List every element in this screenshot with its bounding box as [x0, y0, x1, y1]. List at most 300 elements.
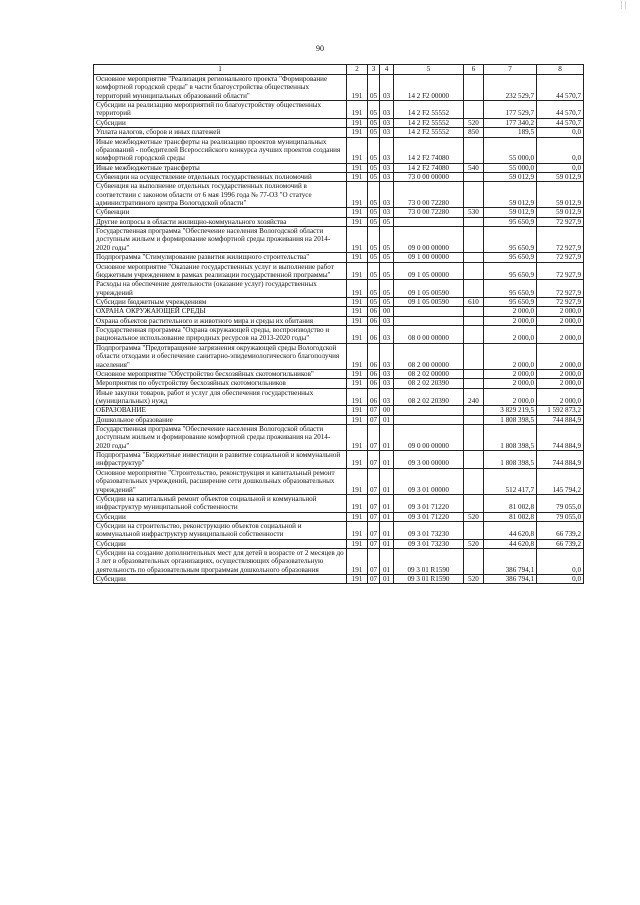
ministry-code-cell: 191 — [347, 217, 368, 226]
expense-type-cell — [464, 182, 484, 208]
target-article-cell: 14 2 F2 00000 — [394, 75, 464, 101]
amount-year2-cell: 0,0 — [537, 575, 584, 584]
expense-type-cell — [464, 451, 484, 469]
expense-type-cell: 540 — [464, 163, 484, 172]
subsection-cell: 03 — [380, 137, 394, 163]
table-header-row — [94, 65, 584, 75]
table-row — [94, 253, 584, 262]
section-cell: 07 — [368, 549, 380, 575]
amount-year2-cell: 744 884,9 — [537, 451, 584, 469]
amount-year1-cell: 55 000,0 — [484, 163, 537, 172]
subsection-cell: 03 — [380, 379, 394, 388]
table-row — [94, 217, 584, 226]
target-article-cell — [394, 406, 464, 415]
row-name-cell: Субвенция на выполнение отдельных государственных полномочий в соответствии с законом области от 6 мая 1996 года № 77-ОЗ "О статусе административного центра Вологодской области" — [94, 182, 347, 208]
amount-year1-cell: 189,5 — [484, 128, 537, 137]
amount-year2-cell: 72 927,9 — [537, 253, 584, 262]
target-article-cell: 73 0 00 72280 — [394, 182, 464, 208]
target-article-cell: 08 2 02 20390 — [394, 388, 464, 406]
target-article-cell: 09 1 00 00000 — [394, 253, 464, 262]
ministry-code-cell: 191 — [347, 388, 368, 406]
amount-year2-cell: 145 794,2 — [537, 468, 584, 494]
expense-type-cell — [464, 494, 484, 512]
expense-type-cell — [464, 415, 484, 424]
target-article-cell: 09 3 01 73230 — [394, 521, 464, 539]
amount-year1-cell: 3 829 219,5 — [484, 406, 537, 415]
row-name-cell: Расходы на обеспечение деятельности (оказание услуг) государственных учреждений — [94, 280, 347, 298]
subsection-cell: 03 — [380, 118, 394, 127]
row-name-cell: Государственная программа "Обеспечение населения Вологодской области доступным жильем и формирование комфортной среды проживания на 2014-2020 годы" — [94, 227, 347, 253]
amount-year1-cell: 95 650,9 — [484, 227, 537, 253]
target-article-cell — [394, 307, 464, 316]
row-name-cell: ОБРАЗОВАНИЕ — [94, 406, 347, 415]
section-cell: 05 — [368, 227, 380, 253]
subsection-cell: 05 — [380, 297, 394, 306]
table-row — [94, 343, 584, 369]
subsection-cell: 03 — [380, 182, 394, 208]
amount-year2-cell: 2 000,0 — [537, 388, 584, 406]
subsection-cell: 03 — [380, 343, 394, 369]
expense-type-cell — [464, 262, 484, 280]
target-article-cell: 09 1 05 00590 — [394, 297, 464, 306]
row-name-cell: Субсидии — [94, 575, 347, 584]
amount-year1-cell: 55 000,0 — [484, 137, 537, 163]
target-article-cell: 09 1 05 00000 — [394, 262, 464, 280]
expense-type-cell — [464, 326, 484, 344]
table-row — [94, 316, 584, 325]
amount-year1-cell: 2 000,0 — [484, 343, 537, 369]
amount-year2-cell: 59 012,9 — [537, 208, 584, 217]
row-name-cell: Дошкольное образование — [94, 415, 347, 424]
table-row — [94, 468, 584, 494]
expense-type-cell — [464, 406, 484, 415]
subsection-cell: 00 — [380, 307, 394, 316]
ministry-code-cell: 191 — [347, 307, 368, 316]
expense-type-cell: 530 — [464, 208, 484, 217]
ministry-code-cell: 191 — [347, 75, 368, 101]
expense-type-cell: 520 — [464, 118, 484, 127]
target-article-cell: 09 0 00 00000 — [394, 227, 464, 253]
row-name-cell: Субсидии бюджетным учреждениям — [94, 297, 347, 306]
row-name-cell: Подпрограмма "Стимулирование развития жилищного строительства" — [94, 253, 347, 262]
amount-year1-cell: 386 794,1 — [484, 549, 537, 575]
table-row — [94, 262, 584, 280]
section-cell: 05 — [368, 128, 380, 137]
amount-year1-cell: 95 650,9 — [484, 280, 537, 298]
target-article-cell — [394, 217, 464, 226]
ministry-code-cell: 191 — [347, 297, 368, 306]
header-cell: 5 — [394, 65, 464, 75]
subsection-cell: 03 — [380, 316, 394, 325]
row-name-cell: Субсидии на строительство, реконструкцию объектов социальной и коммунальной инфраструктур муниципальной собственности — [94, 521, 347, 539]
subsection-cell: 03 — [380, 326, 394, 344]
ministry-code-cell: 191 — [347, 208, 368, 217]
row-name-cell: Субвенции на осуществление отдельных государственных полномочий — [94, 172, 347, 181]
amount-year2-cell: 744 884,9 — [537, 415, 584, 424]
section-cell: 06 — [368, 343, 380, 369]
amount-year2-cell: 2 000,0 — [537, 316, 584, 325]
section-cell: 05 — [368, 101, 380, 119]
subsection-cell: 03 — [380, 388, 394, 406]
section-cell: 05 — [368, 163, 380, 172]
amount-year2-cell: 2 000,0 — [537, 369, 584, 378]
amount-year2-cell: 66 739,2 — [537, 539, 584, 548]
ministry-code-cell: 191 — [347, 539, 368, 548]
amount-year2-cell: 2 000,0 — [537, 379, 584, 388]
table-row — [94, 379, 584, 388]
row-name-cell: Субсидии — [94, 539, 347, 548]
amount-year2-cell: 66 739,2 — [537, 521, 584, 539]
target-article-cell: 09 3 00 00000 — [394, 451, 464, 469]
amount-year2-cell: 72 927,9 — [537, 297, 584, 306]
amount-year2-cell: 44 570,7 — [537, 101, 584, 119]
amount-year1-cell: 2 000,0 — [484, 379, 537, 388]
amount-year1-cell: 512 417,7 — [484, 468, 537, 494]
row-name-cell: Иные межбюджетные трансферты на реализацию проектов муниципальных образований - победителей Всероссийского конкурса лучших проектов создания комфортной городской среды — [94, 137, 347, 163]
table-row — [94, 297, 584, 306]
row-name-cell: Субсидии на капитальный ремонт объектов социальной и коммунальной инфраструктур муниципальной собственности — [94, 494, 347, 512]
target-article-cell: 09 3 01 R1590 — [394, 549, 464, 575]
subsection-cell: 01 — [380, 539, 394, 548]
ministry-code-cell: 191 — [347, 253, 368, 262]
section-cell: 05 — [368, 217, 380, 226]
section-cell: 05 — [368, 262, 380, 280]
target-article-cell: 09 3 01 71220 — [394, 494, 464, 512]
ministry-code-cell: 191 — [347, 137, 368, 163]
amount-year1-cell: 177 340,2 — [484, 118, 537, 127]
amount-year1-cell: 59 012,9 — [484, 208, 537, 217]
amount-year2-cell: 72 927,9 — [537, 217, 584, 226]
target-article-cell — [394, 316, 464, 325]
ministry-code-cell: 191 — [347, 415, 368, 424]
row-name-cell: Иные межбюджетные трансферты — [94, 163, 347, 172]
section-cell: 07 — [368, 415, 380, 424]
row-name-cell: Подпрограмма "Предотвращение загрязнения окружающей среды Вологодской области отходами и обеспечение санитарно-эпидемиологического благополучия населения" — [94, 343, 347, 369]
amount-year2-cell: 79 055,0 — [537, 494, 584, 512]
target-article-cell: 09 3 01 71220 — [394, 512, 464, 521]
target-article-cell: 09 3 01 R1590 — [394, 575, 464, 584]
section-cell: 07 — [368, 539, 380, 548]
subsection-cell: 01 — [380, 549, 394, 575]
header-cell: 1 — [94, 65, 347, 75]
target-article-cell: 08 2 00 00000 — [394, 343, 464, 369]
amount-year1-cell: 95 650,9 — [484, 262, 537, 280]
subsection-cell: 05 — [380, 262, 394, 280]
amount-year1-cell: 1 808 398,5 — [484, 415, 537, 424]
subsection-cell: 05 — [380, 253, 394, 262]
row-name-cell: ОХРАНА ОКРУЖАЮЩЕЙ СРЕДЫ — [94, 307, 347, 316]
ministry-code-cell: 191 — [347, 379, 368, 388]
ministry-code-cell: 191 — [347, 575, 368, 584]
target-article-cell: 09 3 01 73230 — [394, 539, 464, 548]
table-row — [94, 163, 584, 172]
amount-year2-cell: 59 012,9 — [537, 172, 584, 181]
table-row — [94, 415, 584, 424]
section-cell: 05 — [368, 182, 380, 208]
amount-year1-cell: 95 650,9 — [484, 217, 537, 226]
header-cell: 3 — [368, 65, 380, 75]
table-row — [94, 575, 584, 584]
row-name-cell: Охрана объектов растительного и животного мира и среды их обитания — [94, 316, 347, 325]
header-cell: 7 — [484, 65, 537, 75]
amount-year2-cell: 72 927,9 — [537, 262, 584, 280]
subsection-cell: 01 — [380, 494, 394, 512]
amount-year2-cell: 44 570,7 — [537, 118, 584, 127]
ministry-code-cell: 191 — [347, 451, 368, 469]
row-name-cell: Субсидии на реализацию мероприятий по благоустройству общественных территорий — [94, 101, 347, 119]
table-row — [94, 388, 584, 406]
expense-type-cell — [464, 369, 484, 378]
row-name-cell: Субсидии на создание дополнительных мест для детей в возрасте от 2 месяцев до 3 лет в образовательных организациях, осуществляющих образовательную деятельность по образовательным программам дошкольного образования — [94, 549, 347, 575]
expense-type-cell — [464, 280, 484, 298]
expense-type-cell — [464, 549, 484, 575]
table-row — [94, 128, 584, 137]
section-cell: 05 — [368, 75, 380, 101]
ministry-code-cell: 191 — [347, 163, 368, 172]
amount-year1-cell: 44 620,8 — [484, 539, 537, 548]
target-article-cell: 73 0 00 00000 — [394, 172, 464, 181]
table-row — [94, 451, 584, 469]
expense-type-cell — [464, 217, 484, 226]
ministry-code-cell: 191 — [347, 101, 368, 119]
amount-year2-cell: 72 927,9 — [537, 280, 584, 298]
table-row — [94, 425, 584, 451]
table-row — [94, 494, 584, 512]
expense-type-cell — [464, 307, 484, 316]
section-cell: 07 — [368, 406, 380, 415]
amount-year2-cell: 72 927,9 — [537, 227, 584, 253]
target-article-cell: 08 2 02 20390 — [394, 379, 464, 388]
budget-table — [93, 64, 584, 584]
table-row — [94, 182, 584, 208]
section-cell: 05 — [368, 137, 380, 163]
subsection-cell: 05 — [380, 217, 394, 226]
section-cell: 07 — [368, 521, 380, 539]
ministry-code-cell: 191 — [347, 128, 368, 137]
subsection-cell: 05 — [380, 227, 394, 253]
table-row — [94, 137, 584, 163]
amount-year2-cell: 0,0 — [537, 128, 584, 137]
section-cell: 07 — [368, 575, 380, 584]
section-cell: 06 — [368, 379, 380, 388]
ministry-code-cell: 191 — [347, 406, 368, 415]
amount-year1-cell: 2 000,0 — [484, 326, 537, 344]
row-name-cell: Субсидии — [94, 512, 347, 521]
amount-year1-cell: 232 529,7 — [484, 75, 537, 101]
expense-type-cell — [464, 379, 484, 388]
section-cell: 05 — [368, 208, 380, 217]
page-number: 90 — [316, 44, 324, 53]
table-row — [94, 326, 584, 344]
amount-year1-cell: 2 000,0 — [484, 307, 537, 316]
section-cell: 05 — [368, 297, 380, 306]
target-article-cell: 73 0 00 72280 — [394, 208, 464, 217]
header-cell: 4 — [380, 65, 394, 75]
amount-year1-cell: 59 012,9 — [484, 172, 537, 181]
ministry-code-cell: 191 — [347, 118, 368, 127]
expense-type-cell: 850 — [464, 128, 484, 137]
section-cell: 06 — [368, 316, 380, 325]
subsection-cell: 03 — [380, 163, 394, 172]
row-name-cell: Основное мероприятие "Оказание государственных услуг и выполнение работ бюджетным учреждением в рамках реализации государственной программы" — [94, 262, 347, 280]
target-article-cell — [394, 415, 464, 424]
section-cell: 07 — [368, 425, 380, 451]
subsection-cell: 01 — [380, 451, 394, 469]
amount-year1-cell: 2 000,0 — [484, 316, 537, 325]
ministry-code-cell: 191 — [347, 468, 368, 494]
row-name-cell: Основное мероприятие "Реализация регионального проекта "Формирование комфортной городской среды" в части благоустройства общественных территорий муниципальных образований области" — [94, 75, 347, 101]
target-article-cell: 09 1 05 00590 — [394, 280, 464, 298]
amount-year1-cell: 386 794,1 — [484, 575, 537, 584]
ministry-code-cell: 191 — [347, 521, 368, 539]
table-row — [94, 307, 584, 316]
subsection-cell: 03 — [380, 172, 394, 181]
ministry-code-cell: 191 — [347, 326, 368, 344]
row-name-cell: Основное мероприятие "Строительство, реконструкция и капитальный ремонт образовательных учреждений, расширение сети дошкольных образовательных учреждений" — [94, 468, 347, 494]
expense-type-cell — [464, 253, 484, 262]
row-name-cell: Иные закупки товаров, работ и услуг для обеспечения государственных (муниципальных) нужд — [94, 388, 347, 406]
target-article-cell: 14 2 F2 55552 — [394, 118, 464, 127]
table-row — [94, 406, 584, 415]
amount-year2-cell: 59 012,9 — [537, 182, 584, 208]
amount-year1-cell: 1 808 398,5 — [484, 425, 537, 451]
subsection-cell: 01 — [380, 468, 394, 494]
section-cell: 05 — [368, 253, 380, 262]
table-row — [94, 512, 584, 521]
section-cell: 05 — [368, 280, 380, 298]
row-name-cell: Мероприятия по обустройству бесхозяйных скотомогильников — [94, 379, 347, 388]
amount-year2-cell: 79 055,0 — [537, 512, 584, 521]
target-article-cell: 14 2 F2 74080 — [394, 163, 464, 172]
expense-type-cell — [464, 172, 484, 181]
row-name-cell: Основное мероприятие "Обустройство бесхозяйных скотомогильников" — [94, 369, 347, 378]
ministry-code-cell: 191 — [347, 425, 368, 451]
expense-type-cell — [464, 227, 484, 253]
ministry-code-cell: 191 — [347, 369, 368, 378]
amount-year2-cell: 2 000,0 — [537, 326, 584, 344]
subsection-cell: 03 — [380, 369, 394, 378]
expense-type-cell: 520 — [464, 575, 484, 584]
subsection-cell: 01 — [380, 425, 394, 451]
amount-year2-cell: 0,0 — [537, 163, 584, 172]
amount-year1-cell: 95 650,9 — [484, 297, 537, 306]
ministry-code-cell: 191 — [347, 182, 368, 208]
target-article-cell: 08 2 02 00000 — [394, 369, 464, 378]
ministry-code-cell: 191 — [347, 172, 368, 181]
amount-year2-cell: 44 570,7 — [537, 75, 584, 101]
row-name-cell: Государственная программа "Обеспечение населения Вологодской области доступным жильем и формирование комфортной среды проживания на 2014-2020 годы" — [94, 425, 347, 451]
table-row — [94, 118, 584, 127]
amount-year1-cell: 59 012,9 — [484, 182, 537, 208]
subsection-cell: 03 — [380, 101, 394, 119]
expense-type-cell — [464, 137, 484, 163]
row-name-cell: Подпрограмма "Бюджетные инвестиции в развитие социальной и коммунальной инфраструктур" — [94, 451, 347, 469]
subsection-cell: 03 — [380, 128, 394, 137]
table-row — [94, 549, 584, 575]
target-article-cell: 14 2 F2 55552 — [394, 101, 464, 119]
amount-year1-cell: 44 620,8 — [484, 521, 537, 539]
target-article-cell: 09 3 01 00000 — [394, 468, 464, 494]
amount-year1-cell: 2 000,0 — [484, 369, 537, 378]
ministry-code-cell: 191 — [347, 512, 368, 521]
section-cell: 05 — [368, 118, 380, 127]
table-row — [94, 227, 584, 253]
amount-year1-cell: 1 808 398,5 — [484, 451, 537, 469]
header-cell: 6 — [464, 65, 484, 75]
ministry-code-cell: 191 — [347, 262, 368, 280]
expense-type-cell — [464, 343, 484, 369]
expense-type-cell — [464, 521, 484, 539]
subsection-cell: 05 — [380, 280, 394, 298]
amount-year1-cell: 177 529,7 — [484, 101, 537, 119]
expense-type-cell — [464, 101, 484, 119]
section-cell: 06 — [368, 326, 380, 344]
expense-type-cell: 520 — [464, 539, 484, 548]
amount-year2-cell: 0,0 — [537, 549, 584, 575]
header-cell: 8 — [537, 65, 584, 75]
section-cell: 07 — [368, 494, 380, 512]
expense-type-cell — [464, 468, 484, 494]
ministry-code-cell: 191 — [347, 343, 368, 369]
amount-year2-cell: 2 000,0 — [537, 307, 584, 316]
subsection-cell: 01 — [380, 521, 394, 539]
section-cell: 07 — [368, 451, 380, 469]
amount-year2-cell: 744 884,9 — [537, 425, 584, 451]
row-name-cell: Другие вопросы в области жилищно-коммунального хозяйства — [94, 217, 347, 226]
section-cell: 06 — [368, 307, 380, 316]
subsection-cell: 01 — [380, 575, 394, 584]
section-cell: 07 — [368, 512, 380, 521]
amount-year1-cell: 95 650,9 — [484, 253, 537, 262]
row-name-cell: Субвенции — [94, 208, 347, 217]
table-row — [94, 521, 584, 539]
header-cell: 2 — [347, 65, 368, 75]
table-row — [94, 75, 584, 101]
expense-type-cell — [464, 425, 484, 451]
amount-year1-cell: 81 002,8 — [484, 494, 537, 512]
expense-type-cell: 520 — [464, 512, 484, 521]
table-row — [94, 208, 584, 217]
table-row — [94, 172, 584, 181]
table-row — [94, 101, 584, 119]
section-cell: 05 — [368, 172, 380, 181]
table-row — [94, 280, 584, 298]
ministry-code-cell: 191 — [347, 549, 368, 575]
amount-year2-cell: 0,0 — [537, 137, 584, 163]
table-row — [94, 369, 584, 378]
ministry-code-cell: 191 — [347, 280, 368, 298]
target-article-cell: 14 2 F2 55552 — [394, 128, 464, 137]
ministry-code-cell: 191 — [347, 316, 368, 325]
expense-type-cell: 610 — [464, 297, 484, 306]
row-name-cell: Государственная программа "Охрана окружающей среды, воспроизводство и рациональное использование природных ресурсов на 2013-2020 годы" — [94, 326, 347, 344]
ministry-code-cell: 191 — [347, 494, 368, 512]
target-article-cell: 08 0 00 00000 — [394, 326, 464, 344]
amount-year2-cell: 1 592 873,2 — [537, 406, 584, 415]
target-article-cell: 09 0 00 00000 — [394, 425, 464, 451]
subsection-cell: 03 — [380, 75, 394, 101]
target-article-cell: 14 2 F2 74080 — [394, 137, 464, 163]
row-name-cell: Уплата налогов, сборов и иных платежей — [94, 128, 347, 137]
subsection-cell: 03 — [380, 208, 394, 217]
expense-type-cell — [464, 316, 484, 325]
row-name-cell: Субсидии — [94, 118, 347, 127]
section-cell: 06 — [368, 388, 380, 406]
amount-year1-cell: 2 000,0 — [484, 388, 537, 406]
expense-type-cell — [464, 75, 484, 101]
section-cell: 06 — [368, 369, 380, 378]
ministry-code-cell: 191 — [347, 227, 368, 253]
